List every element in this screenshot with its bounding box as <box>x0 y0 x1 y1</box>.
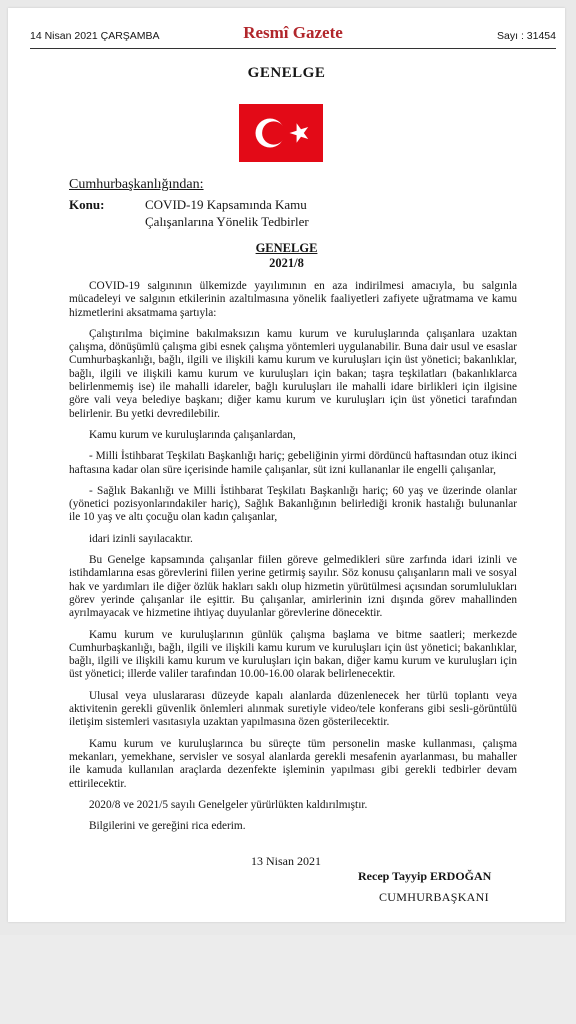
subject-label: Konu: <box>69 197 105 212</box>
paragraph-1: COVID-19 salgınının ülkemizde yayılımının en aza indirilmesi amacıyla, bu salgınla mücadeleyi ve salgının etkilerinin azaltılmasına yönelik faaliyetleri zafiyete uğratmama ve kamu hizmetlerini aksatmama şartıyla: <box>69 280 517 319</box>
paragraph-12: Bilgilerini ve gereğini rica ederim. <box>89 820 246 833</box>
paragraph-8: Kamu kurum ve kuruluşlarının günlük çalışma başlama ve bitme saatleri; merkezde Cumhurbaşkanlığı, bağlı, ilgili ve ilişkili kamu kurum ve kuruluşları için üst yönetici; bakanlıklar, bağlı, ilgili ve ilişkili kamu kurum ve kuruluşları için bakan, diğer kamu kurum ve kuruluşları için üst yönetici; illerde valiler tarafından 10.00-16.00 olarak belirlenecektir. <box>69 628 517 681</box>
circular-number: 2021/8 <box>269 256 304 270</box>
paragraph-11: 2020/8 ve 2021/5 sayılı Genelgeler yürürlükten kaldırılmıştır. <box>89 798 368 811</box>
subject-line-2: Çalışanlarına Yönelik Tedbirler <box>145 214 309 229</box>
paragraph-7: Bu Genelge kapsamında çalışanlar fiilen göreve gelmedikleri süre zarfında idari izinli ve istihdamlarına esas görevlerini fiilen yerine getirmiş sayılır. Söz konusu çalışanların mali ve sosyal hak ve yardımları ile diğer özlük hakları saklı olup hizmetin yürütülmesi açısından sorumlulukları görev yerinde çalışanlar ile eşittir. Bu çalışanlar, amirlerinin izni dışında görev mahallinden ayrılmayacak ve hizmetine ihtiyaç duyulanlar görevlerine dönecektir. <box>69 554 517 620</box>
document-title: GENELGE <box>247 65 326 81</box>
background-area <box>0 935 576 1024</box>
subject-text <box>145 196 395 230</box>
signature-date: 13 Nisan 2021 <box>251 854 321 868</box>
issue-number: Sayı : 31454 <box>497 30 556 42</box>
paragraph-6: idari izinli sayılacaktır. <box>89 532 193 545</box>
publication-title: Resmî Gazete <box>243 23 343 42</box>
gazette-page <box>8 8 565 922</box>
circular-title: GENELGE <box>255 241 318 255</box>
paragraph-4: - Milli İstihbarat Teşkilatı Başkanlığı hariç; gebeliğinin yirmi dördüncü haftasından otuz ikinci haftasına kadar olan süre içerisinde hamile çalışanlar, süt izni kullananlar ile engelli çalışanlar, <box>69 450 517 476</box>
header-date: 14 Nisan 2021 ÇARŞAMBA <box>30 30 160 42</box>
signer-name: Recep Tayyip ERDOĞAN <box>358 869 492 883</box>
turkish-flag-icon <box>239 104 323 162</box>
signer-title: CUMHURBAŞKANI <box>379 890 489 904</box>
paragraph-2: Çalıştırılma biçimine bakılmaksızın kamu kurum ve kuruluşlarında çalışanlara uzaktan çalışma, dönüşümlü çalışma gibi esnek çalışma yöntemleri uygulanabilir. Buna dair usul ve esaslar Cumhurbaşkanlığı, bağlı, ilgili ve ilişkili kamu kurum ve kuruluşları için üst yönetici; bakanlıklar, bağlı, ilgili ve ilişkili kamu kurum ve kuruluşları için bakan; taşra teşkilatları (bakanlıklarca belirlenmemiş ise) ile mahalli idareler, bağlı kuruluşları ile mahalli idare birlikleri için ilgisine göre vali veya belediye başkanı; diğer kamu kurum ve kuruluşları için üst yönetici tarafından belirlenir. Bu yetki devredilebilir. <box>69 327 517 420</box>
circular-body <box>69 280 517 841</box>
paragraph-5: - Sağlık Bakanlığı ve Milli İstihbarat Teşkilatı Başkanlığı hariç; 60 yaş ve üzerinde olanlar (yönetici pozisyonlarındakiler hariç), Sağlık Bakanlığının belirlediği kronik hastalığı bulunanlar ile 10 yaş ve altı çocuğu olan kadın çalışanlar, <box>69 484 517 524</box>
paragraph-3: Kamu kurum ve kuruluşlarında çalışanlardan, <box>89 428 296 441</box>
paragraph-10: Kamu kurum ve kuruluşlarınca bu süreçte tüm personelin maske kullanması, çalışma mekanları, yemekhane, servisler ve sosyal alanlarda gerekli mesafenin ayarlanması, bu mahaller ile kamuda kullanılan araçlarda dezenfekte işleminin yapılması gibi gerekli tedbirler devam ettirilecektir. <box>69 737 517 790</box>
paragraph-9: Ulusal veya uluslararası düzeyde kapalı alanlarda düzenlenecek her türlü toplantı veya aktivitenin gerekli güvenlik önlemleri alınmak suretiyle video/tele konferans gibi sesli-görüntülü iletişim sistemleri vasıtasıyla uzaktan yapılmasına özen gösterilecektir. <box>69 689 517 729</box>
subject-line-1: COVID-19 Kapsamında Kamu <box>145 197 307 212</box>
issuing-authority: Cumhurbaşkanlığından: <box>69 177 204 192</box>
circular-heading <box>8 241 565 271</box>
gazette-header <box>30 22 556 49</box>
